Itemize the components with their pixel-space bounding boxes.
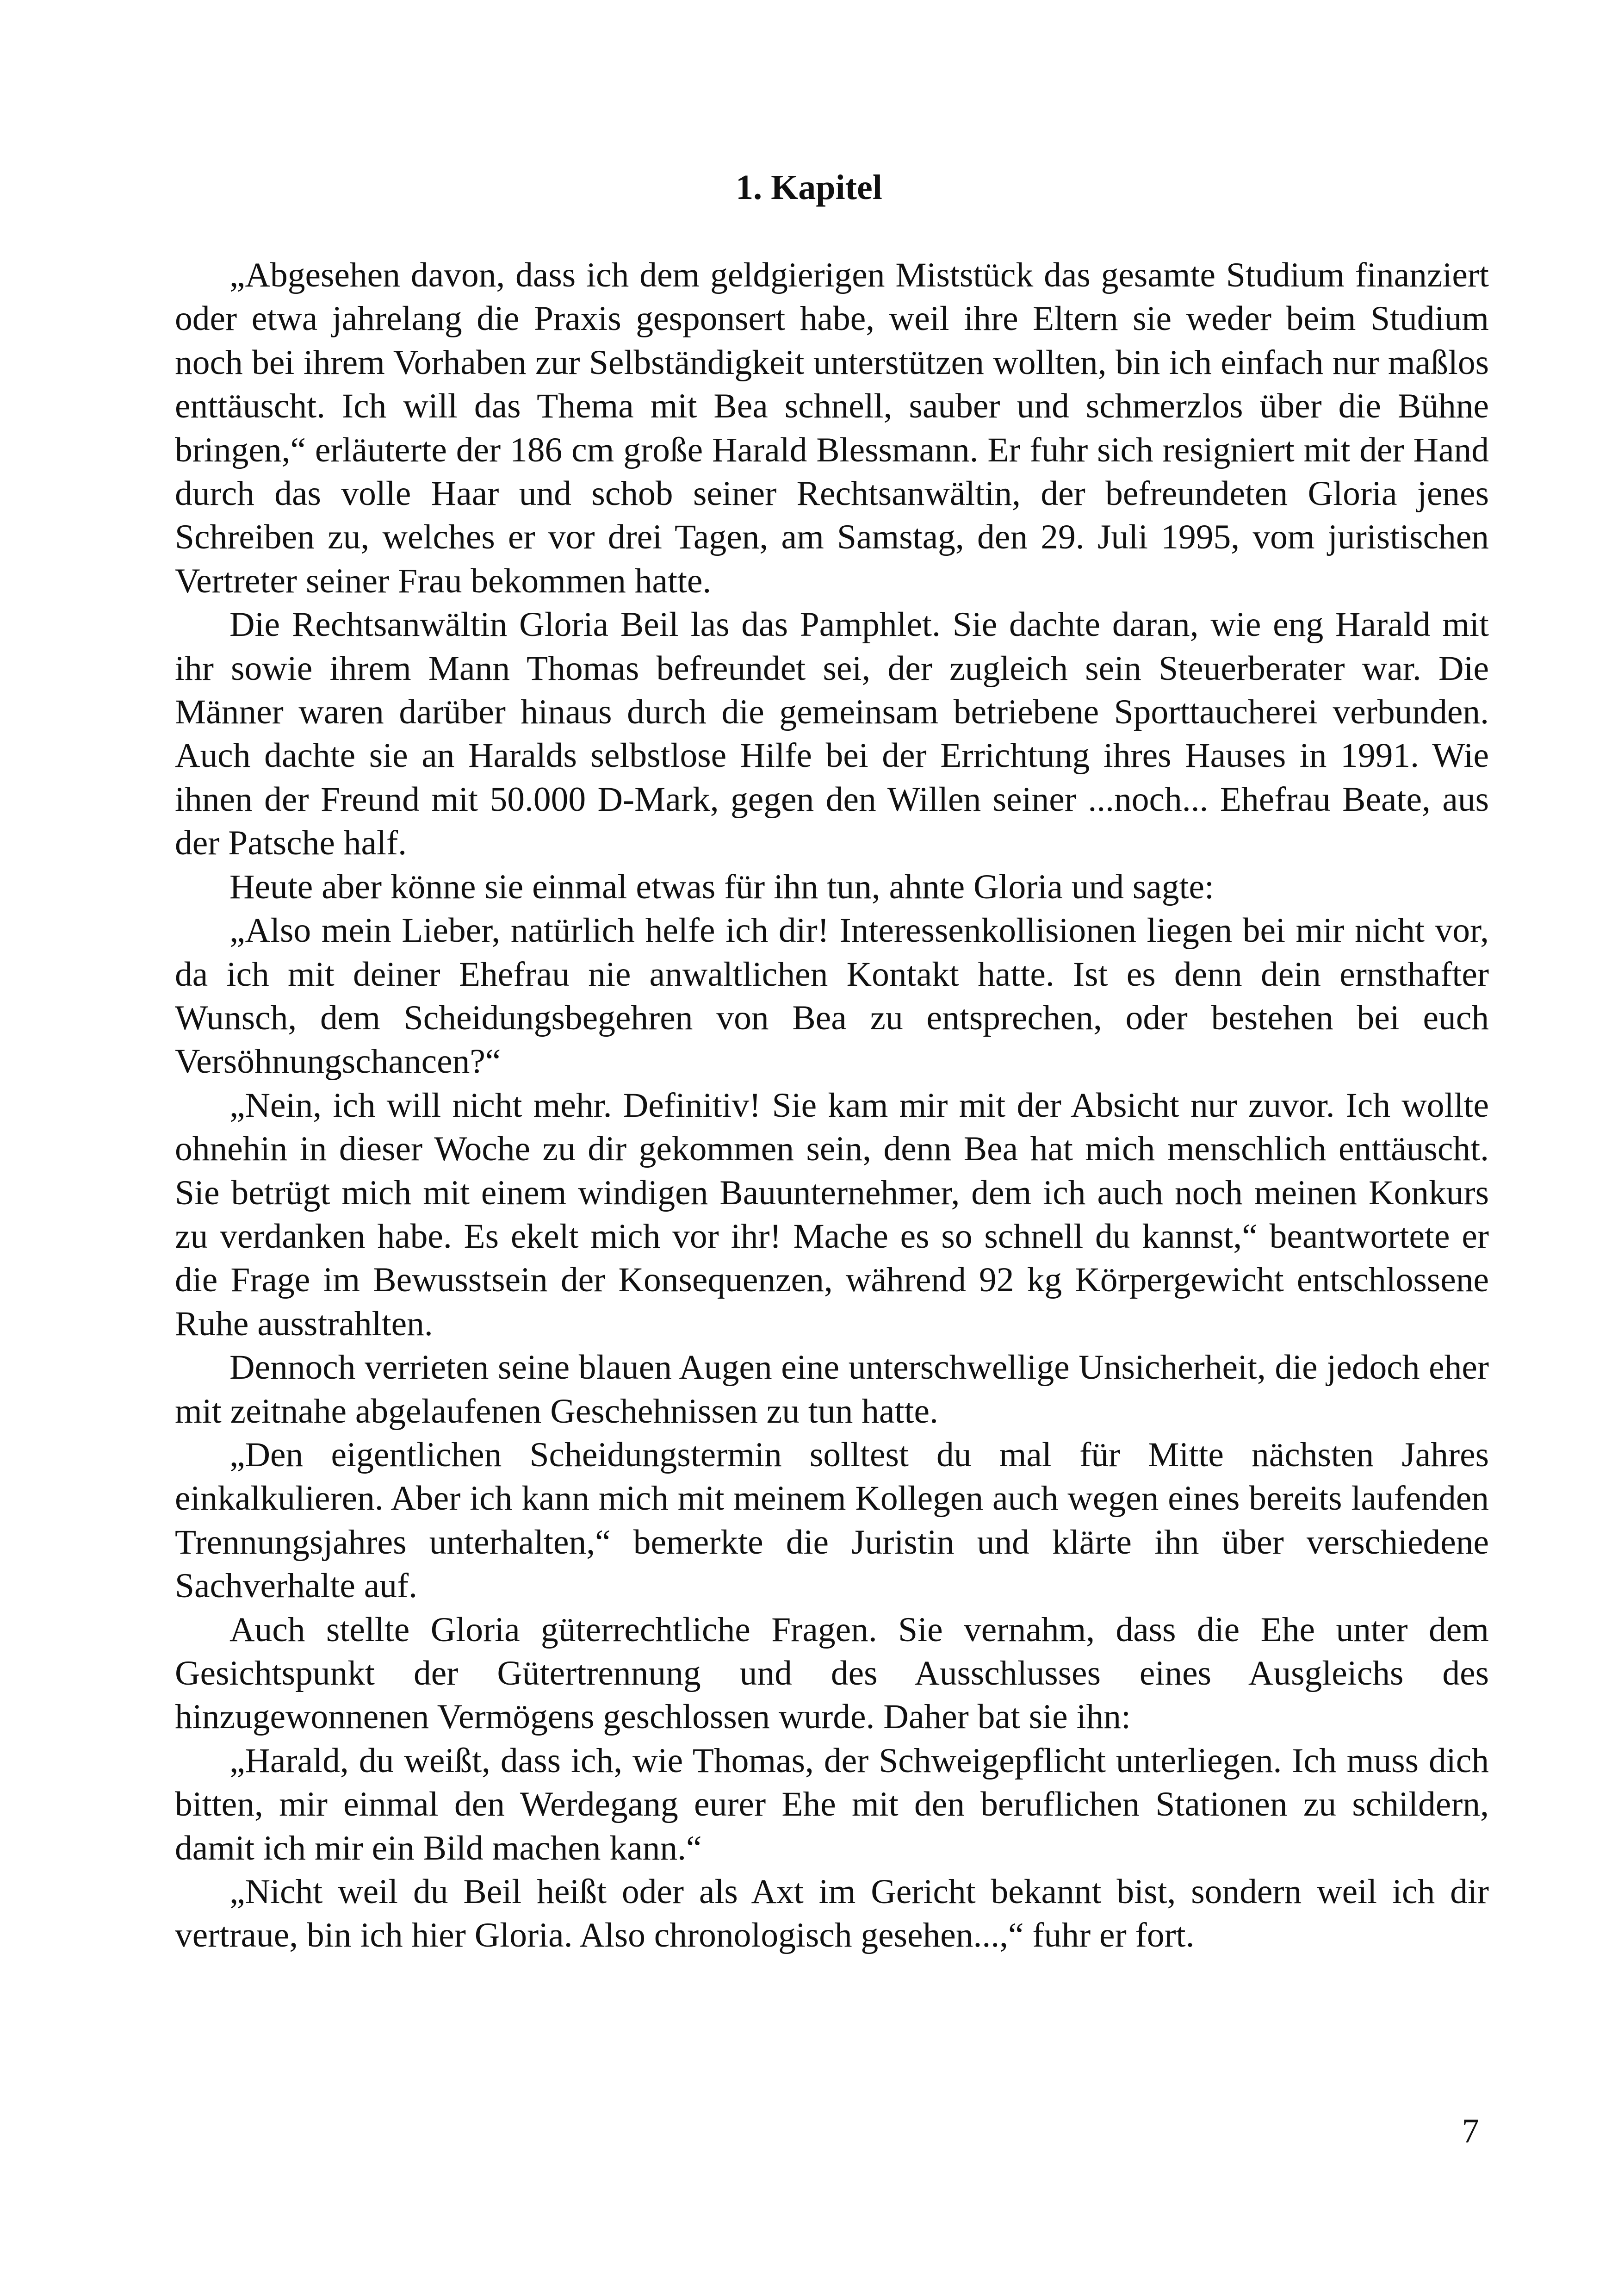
chapter-body <box>175 254 1489 1958</box>
paragraph: „Nicht weil du Beil heißt oder als Axt im Gericht bekannt bist, sondern weil ich dir vertraue, bin ich hier Gloria. Also chronologisch gesehen...,“ fuhr er fort. <box>175 1873 1489 1955</box>
paragraph: „Abgesehen davon, dass ich dem geldgierigen Miststück das gesamte Studium finanziert oder etwa jahrelang die Praxis gesponsert habe, weil ihre Eltern sie weder beim Studium noch bei ihrem Vorhaben zur Selbständigkeit unterstützen wollten, bin ich einfach nur maßlos enttäuscht. Ich will das Thema mit Bea schnell, sauber und schmerzlos über die Bühne bringen,“ erläuterte der 186 cm große Harald Blessmann. Er fuhr sich resigniert mit der Hand durch das volle Haar und schob seiner Rechtsanwältin, der befreundeten Gloria jenes Schreiben zu, welches er vor drei Tagen, am Samstag, den 29. Juli 1995, vom juristischen Vertreter seiner Frau bekommen hatte. <box>175 256 1489 600</box>
paragraph: „Harald, du weißt, dass ich, wie Thomas, der Schweigepflicht unterliegen. Ich muss dich bitten, mir einmal den Werdegang eurer Ehe mit den beruflichen Stationen zu schildern, damit ich mir ein Bild machen kann.“ <box>175 1741 1489 1867</box>
paragraph: Die Rechtsanwältin Gloria Beil las das Pamphlet. Sie dachte daran, wie eng Harald mit ihr sowie ihrem Mann Thomas befreundet sei, der zugleich sein Steuerberater war. Die Männer waren darüber hinaus durch die gemeinsam betriebene Sporttaucherei verbunden. Auch dachte sie an Haralds selbstlose Hilfe bei der Errichtung ihres Hauses in 1991. Wie ihnen der Freund mit 50.000 D-Mark, gegen den Willen seiner ...noch... Ehefrau Beate, aus der Patsche half. <box>175 605 1489 863</box>
chapter-title: 1. Kapitel <box>736 168 882 207</box>
paragraph: Auch stellte Gloria güterrechtliche Fragen. Sie vernahm, dass die Ehe unter dem Gesichtspunkt der Gütertrennung und des Ausschlusses eines Ausgleichs des hinzugewonnenen Vermögens geschlossen wurde. Daher bat sie ihn: <box>175 1610 1489 1736</box>
paragraph: „Nein, ich will nicht mehr. Definitiv! Sie kam mir mit der Absicht nur zuvor. Ich wollte ohnehin in dieser Woche zu dir gekommen sein, denn Bea hat mich menschlich enttäuscht. Sie betrügt mich mit einem windigen Bauunternehmer, dem ich auch noch meinen Konkurs zu verdanken habe. Es ekelt mich vor ihr! Mache es so schnell du kannst,“ beantwortete er die Frage im Bewusstsein der Konsequenzen, während 92 kg Körpergewicht entschlossene Ruhe ausstrahlten. <box>175 1086 1489 1343</box>
paragraph: „Also mein Lieber, natürlich helfe ich dir! Interessenkollisionen liegen bei mir nicht vor, da ich mit deiner Ehefrau nie anwaltlichen Kontakt hatte. Ist es denn dein ernsthafter Wunsch, dem Scheidungsbegehren von Bea zu entsprechen, oder bestehen bei euch Versöhnungschancen?“ <box>175 911 1489 1081</box>
page-number: 7 <box>1462 2112 1479 2150</box>
paragraph: Heute aber könne sie einmal etwas für ihn tun, ahnte Gloria und sagte: <box>229 867 1215 906</box>
paragraph: Dennoch verrieten seine blauen Augen eine unterschwellige Unsicherheit, die jedoch eher mit zeitnahe abgelaufenen Geschehnissen zu tun hatte. <box>175 1348 1489 1431</box>
paragraph: „Den eigentlichen Scheidungstermin solltest du mal für Mitte nächsten Jahres einkalkulieren. Aber ich kann mich mit meinem Kollegen auch wegen eines bereits laufenden Trennungsjahres unterhalten,“ bemerkte die Juristin und klärte ihn über verschiedene Sachverhalte auf. <box>175 1435 1489 1605</box>
